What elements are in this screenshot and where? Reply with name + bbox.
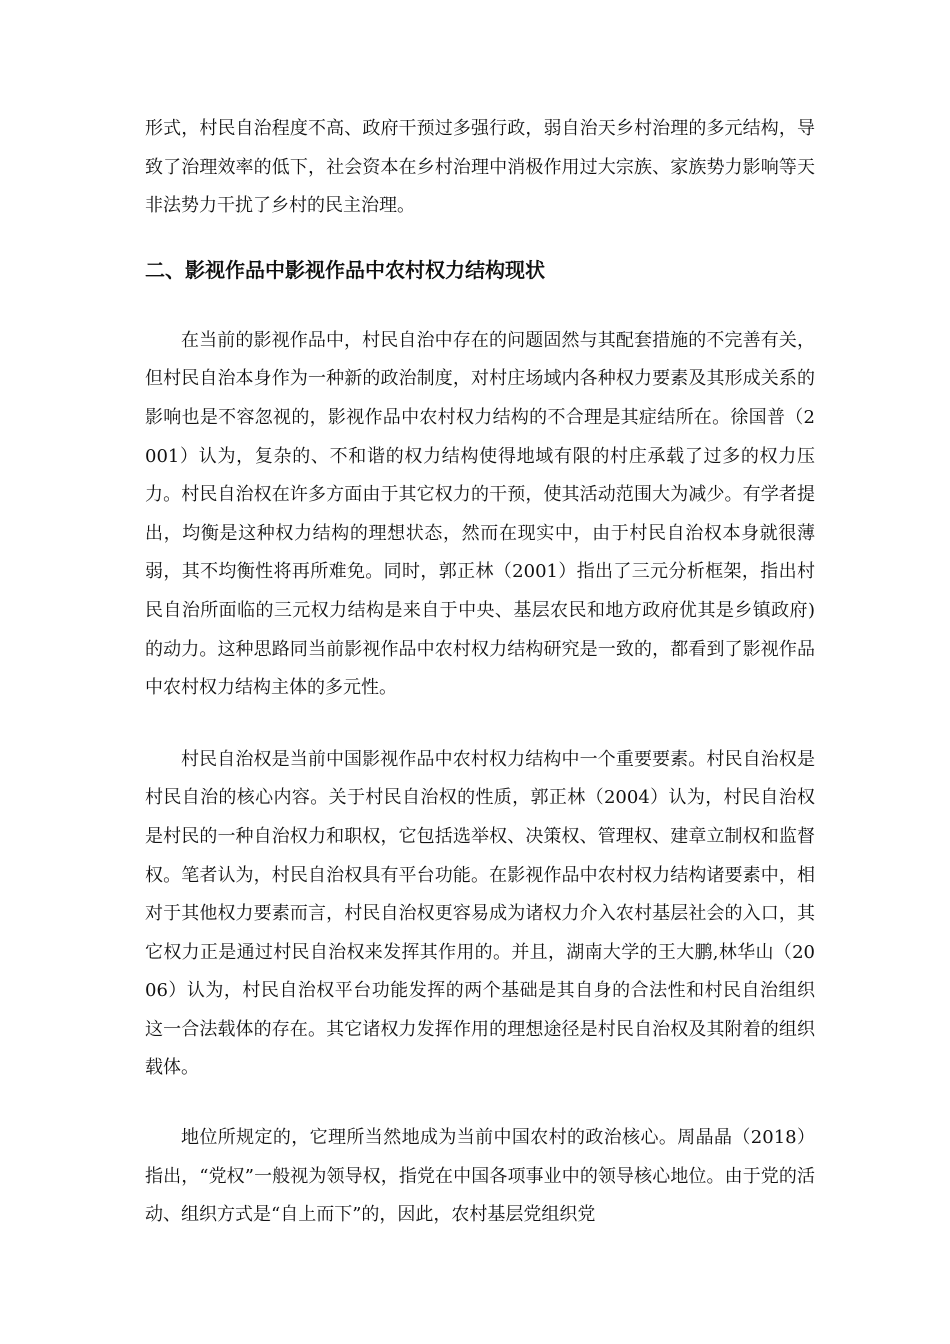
paragraph-3: 村民自治权是当前中国影视作品中农村权力结构中一个重要要素。村民自治权是村民自治的核心内容。关于村民自治权的性质，郭正林（2004）认为，村民自治权是村民的一种自治权力和职权，它包括选举权、决策权、管理权、建章立制权和监督权。笔者认为，村民自治权具有平台功能。在影视作品中农村权力结构诸要素中，相对于其他权力要素而言，村民自治权更容易成为诸权力介入农村基层社会的入口，其它权力正是通过村民自治权来发挥其作用的。并且，湖南大学的王大鹏,林华山（2006）认为，村民自治权平台功能发挥的两个基础是其自身的合法性和村民自治组织这一合法载体的存在。其它诸权力发挥作用的理想途径是村民自治权及其附着的组织载体。 <box>145 748 815 1079</box>
document-body <box>145 110 815 1235</box>
section-heading: 二、影视作品中影视作品中农村权力结构现状 <box>145 257 545 282</box>
paragraph-1: 形式，村民自治程度不高、政府干预过多强行政，弱自治天乡村治理的多元结构，导致了治理效率的低下，社会资本在乡村治理中消极作用过大宗族、家族势力影响等天非法势力干扰了乡村的民主治理。 <box>145 118 815 217</box>
paragraph-4: 地位所规定的，它理所当然地成为当前中国农村的政治核心。周晶晶（2018）指出，“党权”一般视为领导权，指党在中国各项事业中的领导核心地位。由于党的活动、组织方式是“自上而下”的，因此，农村基层党组织党 <box>145 1127 815 1226</box>
paragraph-2: 在当前的影视作品中，村民自治中存在的问题固然与其配套措施的不完善有关，但村民自治本身作为一种新的政治制度，对村庄场域内各种权力要素及其形成关系的影响也是不容忽视的，影视作品中农村权力结构的不合理是其症结所在。徐国普（2001）认为，复杂的、不和谐的权力结构使得地域有限的村庄承载了过多的权力压力。村民自治权在许多方面由于其它权力的干预，使其活动范围大为减少。有学者提出，均衡是这种权力结构的理想状态，然而在现实中，由于村民自治权本身就很薄弱，其不均衡性将再所难免。同时，郭正林（2001）指出了三元分析框架，指出村民自治所面临的三元权力结构是来自于中央、基层农民和地方政府优其是乡镇政府)的动力。这种思路同当前影视作品中农村权力结构研究是一致的，都看到了影视作品中农村权力结构主体的多元性。 <box>145 329 815 699</box>
